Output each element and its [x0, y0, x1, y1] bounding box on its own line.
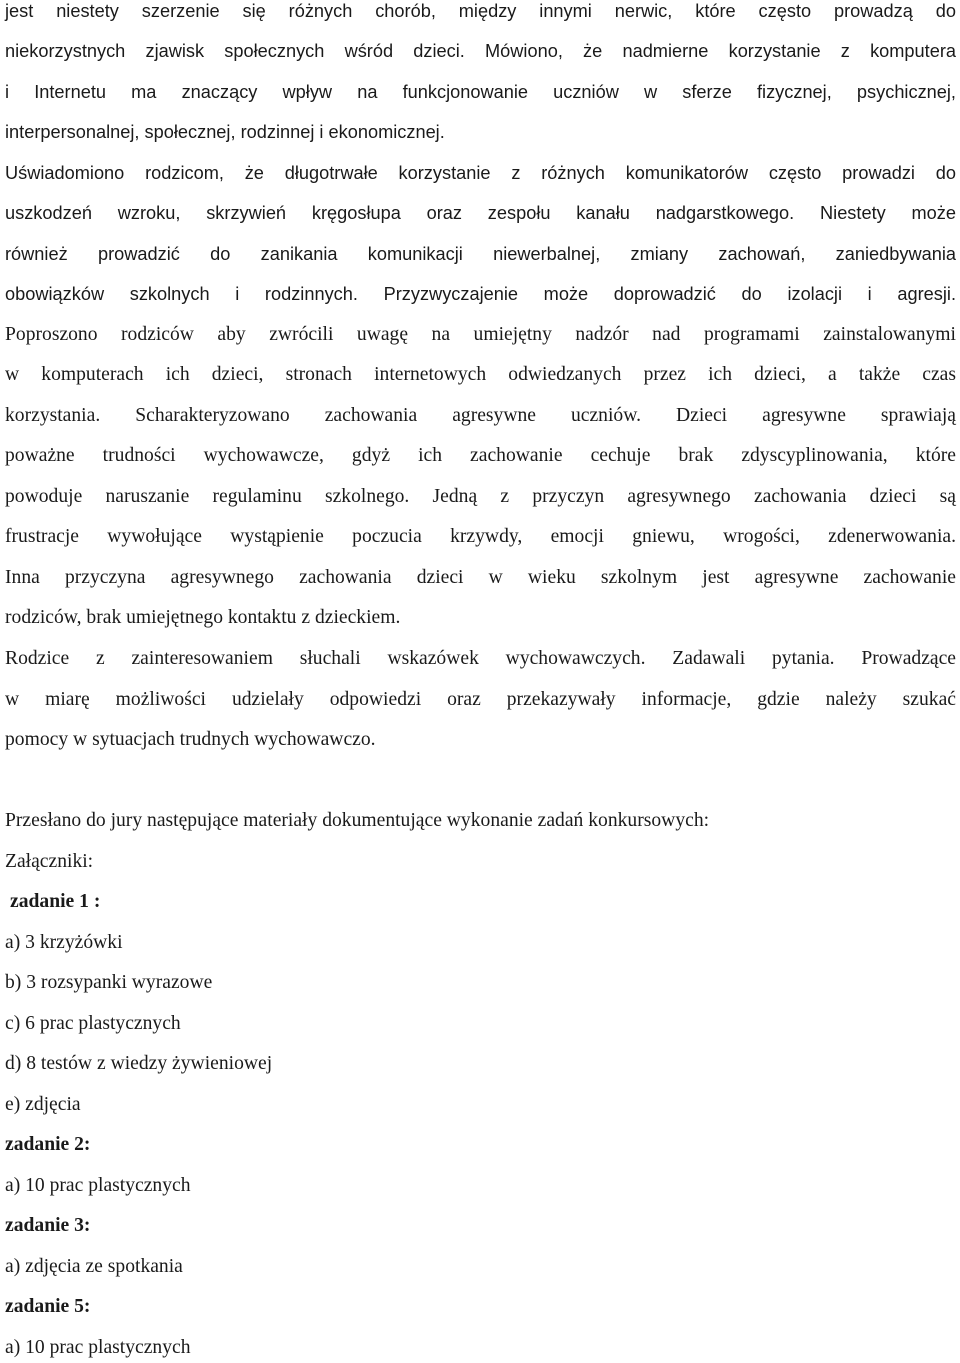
task-item: a) zdjęcia ze spotkania: [5, 1256, 183, 1277]
body-line: poważne trudności wychowawcze, gdyż ich zachowanie cechuje brak zdyscyplinowania, które: [5, 445, 956, 466]
body-line: frustracje wywołujące wystąpienie poczucia krzywdy, emocji gniewu, wrogości, zdenerwowania.: [5, 526, 956, 547]
task-item: a) 10 prac plastycznych: [5, 1175, 191, 1196]
body-line: Inna przyczyna agresywnego zachowania dzieci w wieku szkolnym jest agresywne zachowanie: [5, 567, 956, 588]
task-item: c) 6 prac plastycznych: [5, 1013, 181, 1034]
task-item: a) 10 prac plastycznych: [5, 1337, 191, 1358]
task-item: e) zdjęcia: [5, 1094, 81, 1115]
task-heading: zadanie 5:: [5, 1296, 91, 1317]
body-line: pomocy w sytuacjach trudnych wychowawczo.: [5, 729, 376, 750]
body-line: uszkodzeń wzroku, skrzywień kręgosłupa oraz zespołu kanału nadgarstkowego. Niestety może: [5, 203, 956, 223]
task-heading: zadanie 3:: [5, 1215, 91, 1236]
attachments-label: Załączniki:: [5, 851, 94, 872]
body-line: rodziców, brak umiejętnego kontaktu z dzieckiem.: [5, 607, 401, 628]
task-heading: zadanie 2:: [5, 1134, 91, 1155]
body-line: korzystania. Scharakteryzowano zachowania agresywne uczniów. Dzieci agresywne sprawiają: [5, 405, 956, 426]
body-line: w miarę możliwości udzielały odpowiedzi oraz przekazywały informacje, gdzie należy szukać: [5, 689, 956, 710]
body-line: interpersonalnej, społecznej, rodzinnej i ekonomicznej.: [5, 122, 445, 142]
task-item: b) 3 rozsypanki wyrazowe: [5, 972, 213, 993]
body-line: Uświadomiono rodzicom, że długotrwałe korzystanie z różnych komunikatorów często prowadzi do: [5, 163, 956, 183]
body-line: obowiązków szkolnych i rodzinnych. Przyzwyczajenie może doprowadzić do izolacji i agresji.: [5, 284, 956, 304]
task-heading: zadanie 1 :: [10, 891, 101, 912]
task-item: d) 8 testów z wiedzy żywieniowej: [5, 1053, 273, 1074]
task-item: a) 3 krzyżówki: [5, 932, 123, 953]
materials-intro: Przesłano do jury następujące materiały dokumentujące wykonanie zadań konkursowych:: [5, 810, 710, 831]
body-line: powoduje naruszanie regulaminu szkolnego. Jedną z przyczyn agresywnego zachowania dzieci są: [5, 486, 956, 507]
body-line: i Internetu ma znaczący wpływ na funkcjonowanie uczniów w sferze fizycznej, psychicznej,: [5, 82, 956, 102]
body-line: również prowadzić do zanikania komunikacji niewerbalnej, zmiany zachowań, zaniedbywania: [5, 244, 956, 264]
body-line: Poproszono rodziców aby zwrócili uwagę na umiejętny nadzór nad programami zainstalowanymi: [5, 324, 956, 345]
body-line: Rodzice z zainteresowaniem słuchali wskazówek wychowawczych. Zadawali pytania. Prowadzące: [5, 648, 956, 669]
body-line: niekorzystnych zjawisk społecznych wśród dzieci. Mówiono, że nadmierne korzystanie z komputera: [5, 41, 956, 61]
body-line: w komputerach ich dzieci, stronach internetowych odwiedzanych przez ich dzieci, a także czas: [5, 364, 956, 385]
body-line: jest niestety szerzenie się różnych chorób, między innymi nerwic, które często prowadzą do: [5, 1, 956, 21]
